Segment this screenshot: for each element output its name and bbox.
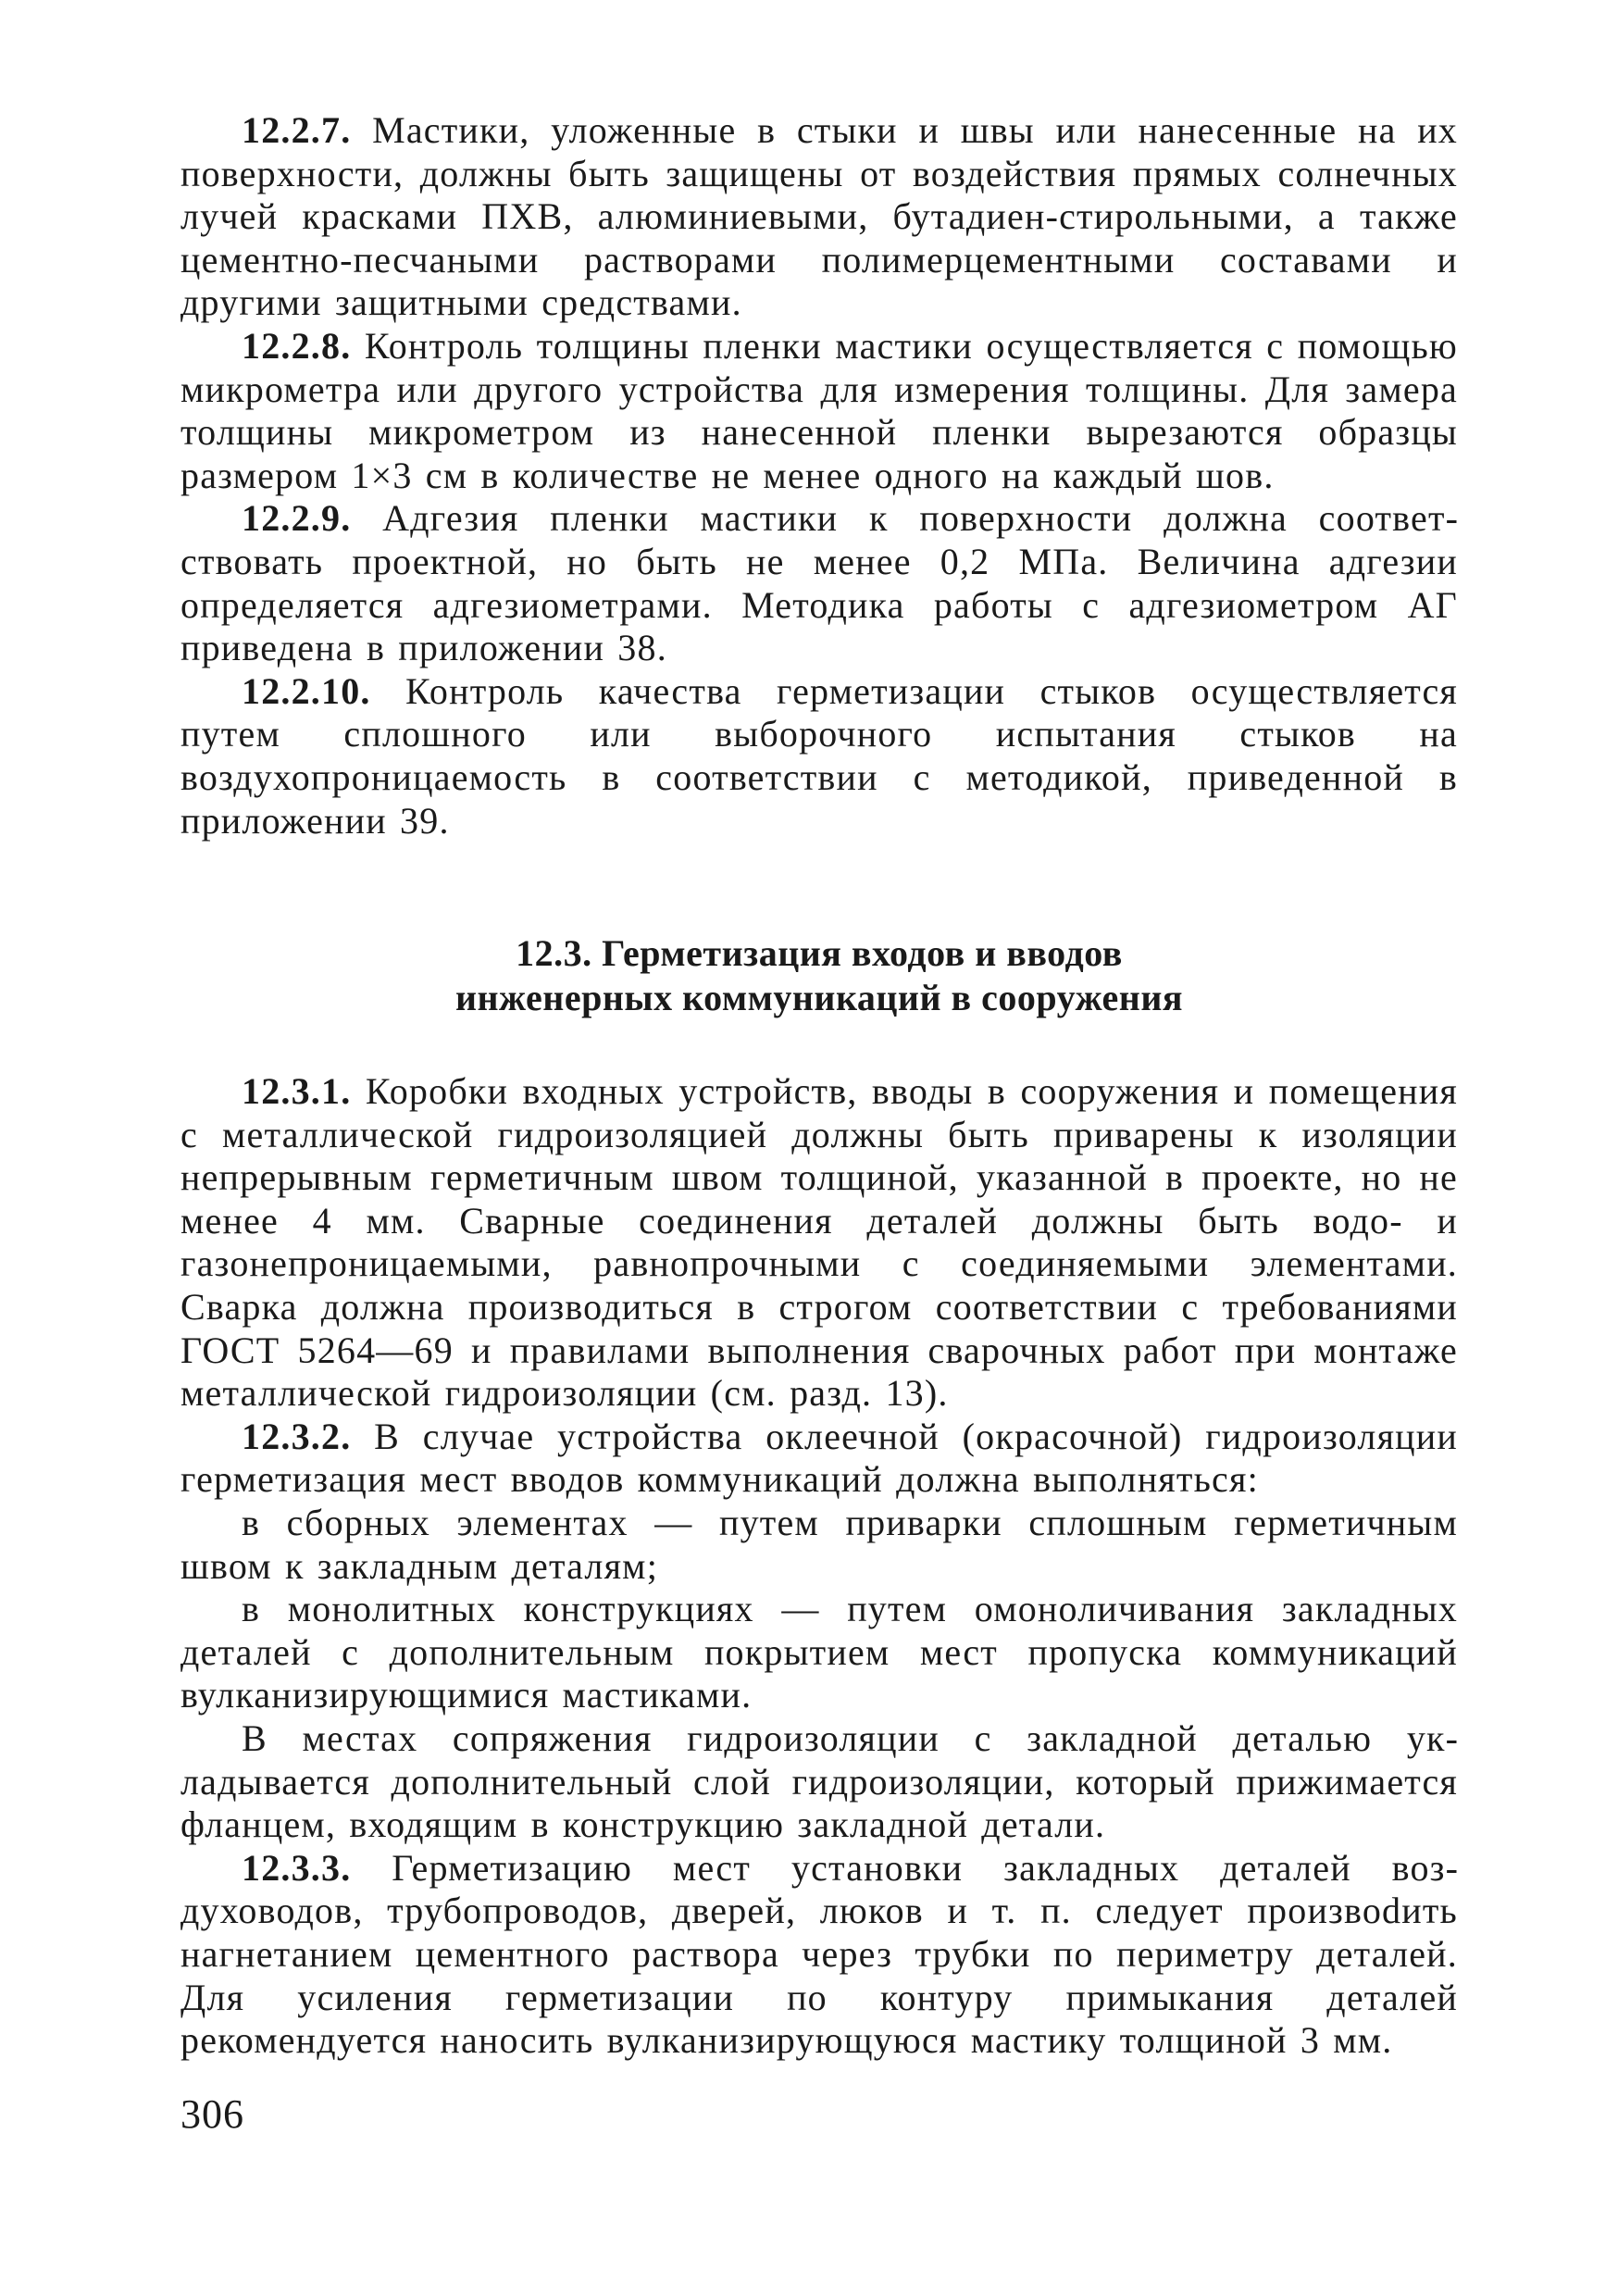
paragraph-12-2-7 (180, 109, 1458, 325)
paragraph-text: в сборных элементах — путем приварки сплошным герметичным швом к закладным деталям; (180, 1502, 1458, 1587)
clause-number: 12.3.1. (242, 1070, 352, 1113)
paragraph-12-3-3 (180, 1847, 1458, 2063)
paragraph-text: в монолитных конструкциях — путем омоноличивания закладных деталей с дополнительным покрытием мест пропуска коммуникаций вулканизирующимися мастиками. (180, 1588, 1458, 1716)
section-heading (180, 931, 1458, 1020)
paragraph-12-2-9 (180, 497, 1458, 669)
paragraph-text: В местах сопряжения гидроизоляции с закладной деталью укладывается дополнительный слой гидроизоляции, который прижимается фланцем, входящим в конструкцию закладной детали. (180, 1717, 1458, 1846)
paragraph-text: Адгезия пленки мастики к поверхности должна соответствовать проектной, но быть не менее 0,2 МПа. Величина адгезии определяется адгезиометрами. Методика работы с адгезиометром АГ приведена в приложении 38. (180, 497, 1458, 669)
clause-number: 12.3.3. (242, 1846, 352, 1889)
paragraph-text: Контроль качества герметизации стыков осуществляется путем сплошного или выборочного испытания стыков на воздухопроницаемость в соответствии с методикой, приведенной в приложении 39. (180, 669, 1458, 842)
page-number: 306 (180, 2091, 244, 2137)
clause-number: 12.2.7. (242, 109, 352, 151)
paragraph-text: Коробки входных устройств, вводы в сооружения и помещения с металлической гидроизоляцией должны быть приварены к изоляции непрерывным герметичным швом толщиной, указанной в проекте, но не менее 4 мм. Сварные соединения деталей должны быть водо- и газонепроницаемыми, равнопрочными с соединяемыми элементами. Сварка должна производиться в строгом соответствии с требованиями ГОСТ 5264—69 и правилами выполнения сварочных работ при монтаже металлической гидроизоляции (см. разд. 13). (180, 1070, 1458, 1415)
paragraph-junction (180, 1717, 1458, 1847)
paragraph-text: Контроль толщины пленки мастики осуществляется с помощью микрометра или другого устройства для измерения толщины. Для замера толщины микрометром из нанесенной пленки вырезаются образцы размером 1×3 см в количестве не менее одного на каждый шов. (180, 324, 1458, 496)
paragraph-text: Герметизацию мест установки закладных деталей воздуховодов, трубопроводов, дверей, люков и т. п. следует произвоdить нагнетанием цементного раствора через трубки по периметру деталей. Для усиления герметизации по контуру примыкания деталей рекомендуется наносить вулканизирующуюся мастику толщиной 3 мм. (180, 1846, 1458, 2062)
document-page (180, 109, 1458, 2063)
paragraph-12-2-10 (180, 670, 1458, 842)
clause-number: 12.3.2. (242, 1415, 352, 1457)
paragraph-12-2-8 (180, 325, 1458, 497)
paragraph-monolithic-structures (180, 1588, 1458, 1717)
section-heading-line-2: инженерных коммуникаций в сооружения (454, 977, 1184, 1019)
paragraph-text: Мастики, уложенные в стыки и швы или нанесенные на их поверхности, должны быть защищены от воздействия прямых солнечных лучей красками ПХВ, алюминиевыми, бутадиен-стирольными, а также цементно-песчаными растворами полимерцементными составами и другими защитными средствами. (180, 109, 1458, 324)
clause-number: 12.2.9. (242, 497, 352, 540)
paragraph-text: В случае устройства оклеечной (окрасочной) гидроизоляции герметизация мест вводов коммуникаций должна выполняться: (180, 1415, 1458, 1501)
paragraph-12-3-1 (180, 1070, 1458, 1416)
section-heading-line-1: 12.3. Герметизация входов и вводов (516, 932, 1123, 975)
clause-number: 12.2.8. (242, 324, 352, 367)
clause-number: 12.2.10. (242, 669, 371, 712)
paragraph-12-3-2 (180, 1416, 1458, 1502)
paragraph-prefab-elements (180, 1502, 1458, 1588)
